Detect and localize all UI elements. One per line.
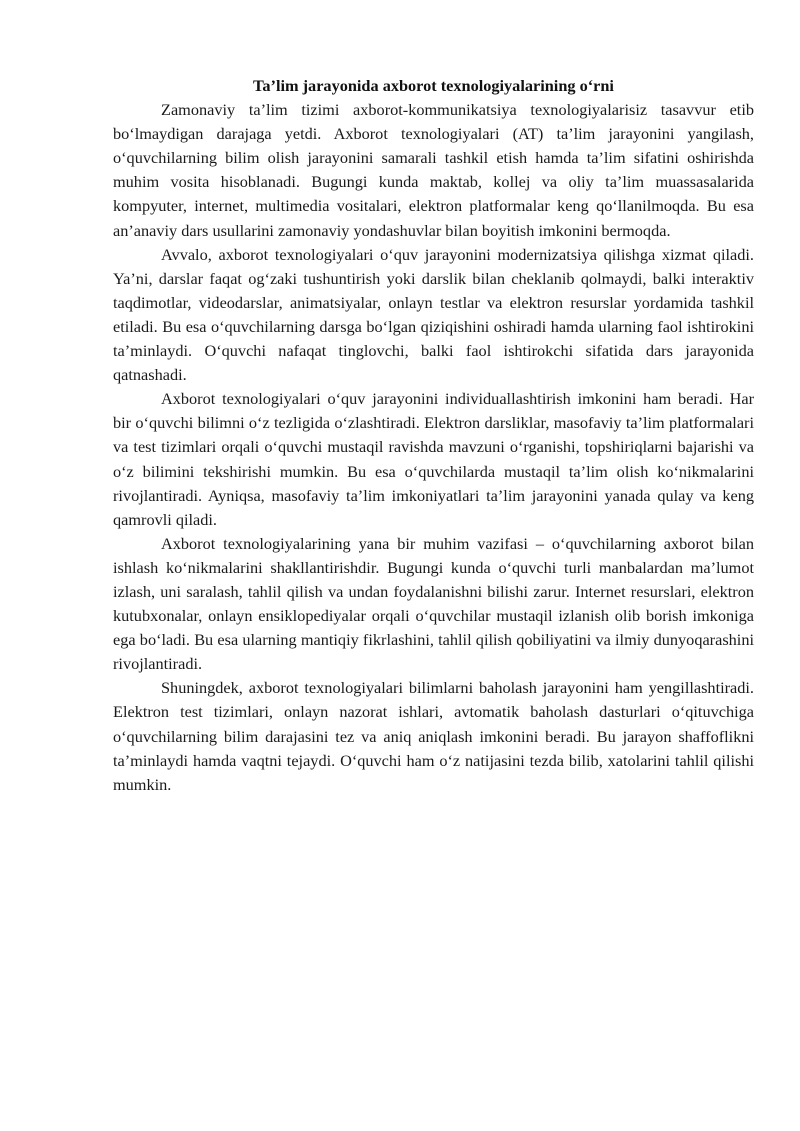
paragraph-2: Avvalo, axborot texnologiyalari o‘quv jarayonini modernizatsiya qilishga xizmat qiladi. Ya’ni, darslar faqat og‘zaki tushuntirish yoki darslik bilan cheklanib qolmaydi, balki interaktiv taqdimotlar, videodarslar, animatsiyalar, onlayn testlar va elektron resurslar yordamida tashkil etiladi. Bu esa o‘quvchilarning darsga bo‘lgan qiziqishini oshiradi hamda ularning faol ishtirokini ta’minlaydi. O‘quvchi nafaqat tinglovchi, balki faol ishtirokchi sifatida dars jarayonida qatnashadi. [113, 244, 754, 385]
paragraph-5: Shuningdek, axborot texnologiyalari bilimlarni baholash jarayonini ham yengillashtiradi. Elektron test tizimlari, onlayn nazorat ishlari, avtomatik baholash dasturlari o‘qituvchiga o‘quvchilarning bilim darajasini tez va aniq aniqlash imkonini beradi. Bu jarayon shaffoflikni ta’minlaydi hamda vaqtni tejaydi. O‘quvchi ham o‘z natijasini tezda bilib, xatolarini tahlil qilishi mumkin. [113, 678, 754, 794]
paragraph-1: Zamonaviy ta’lim tizimi axborot-kommunikatsiya texnologiyalarisiz tasavvur etib bo‘lmaydigan darajaga yetdi. Axborot texnologiyalari (AT) ta’lim jarayonini yangilash, o‘quvchilarning bilim olish jarayonini samarali tashkil etish hamda ta’lim sifatini oshirishda muhim vosita hisoblanadi. Bugungi kunda maktab, kollej va oliy ta’lim muassasalarida kompyuter, internet, multimedia vositalari, elektron platformalar keng qo‘llanilmoqda. Bu esa an’anaviy dars usullarini zamonaviy yondashuvlar bilan boyitish imkonini bermoqda. [113, 100, 754, 240]
paragraph-3: Axborot texnologiyalari o‘quv jarayonini individuallashtirish imkonini ham beradi. Har bir o‘quvchi bilimni o‘z tezligida o‘zlashtiradi. Elektron darsliklar, masofaviy ta’lim platformalari va test tizimlari orqali o‘quvchi mustaqil ravishda mavzuni o‘rganishi, topshiriqlarni bajarishi va o‘z bilimini tekshirishi mumkin. Bu esa o‘quvchilarda mustaqil ta’lim olish ko‘nikmalarini rivojlantiradi. Ayniqsa, masofaviy ta’lim imkoniyatlari ta’lim jarayonini yanada qulay va keng qamrovli qiladi. [113, 389, 754, 529]
document-page [113, 74, 754, 797]
document-title: Ta’lim jarayonida axborot texnologiyalarining o‘rni [253, 76, 614, 95]
paragraph-4: Axborot texnologiyalarining yana bir muhim vazifasi – o‘quvchilarning axborot bilan ishlash ko‘nikmalarini shakllantirishdir. Bugungi kunda o‘quvchi turli manbalardan ma’lumot izlash, uni saralash, tahlil qilish va undan foydalanishni bilishi zarur. Internet resurslari, elektron kutubxonalar, onlayn ensiklopediyalar orqali o‘quvchilar mustaqil izlanish olib borish imkoniga ega bo‘ladi. Bu esa ularning mantiqiy fikrlashini, tahlil qilish qobiliyatini va ilmiy dunyoqarashini rivojlantiradi. [113, 533, 754, 674]
